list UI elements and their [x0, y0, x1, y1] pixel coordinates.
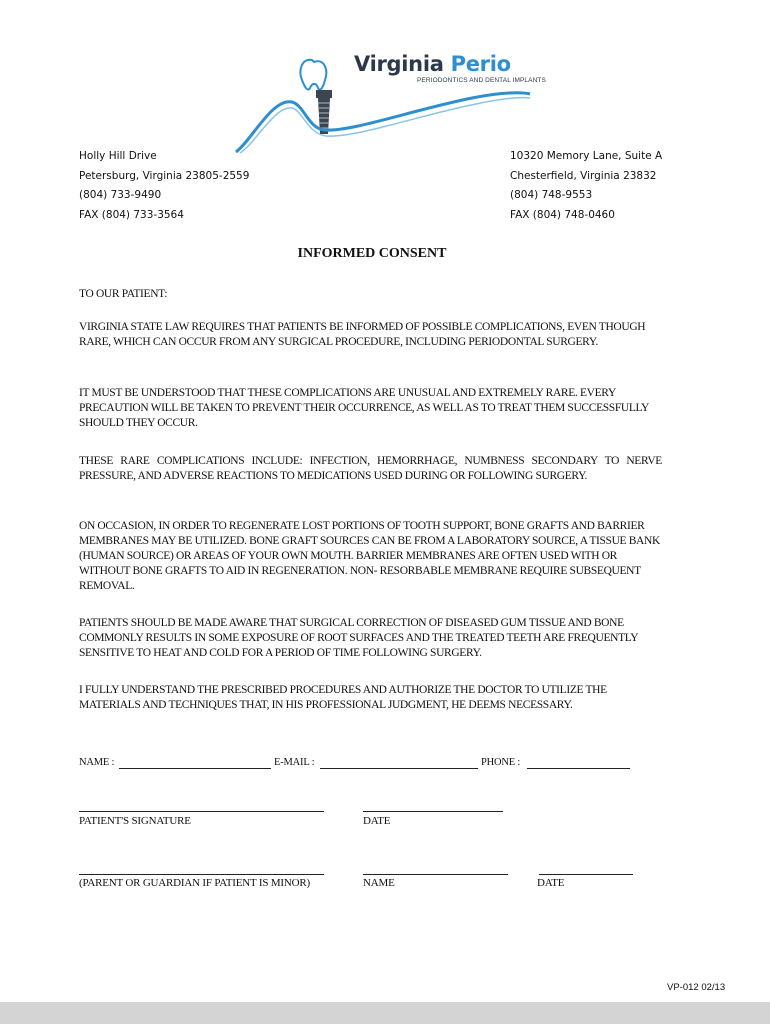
- fax-line: FAX (804) 748-0460: [510, 208, 615, 221]
- email-field[interactable]: [320, 768, 478, 769]
- brand-word-1: Virginia: [354, 52, 444, 76]
- address-line: 10320 Memory Lane, Suite A: [510, 150, 663, 162]
- phone-line: (804) 733-9490: [79, 189, 162, 201]
- paragraph-state-law: VIRGINIA STATE LAW REQUIRES THAT PATIENTS BE INFORMED OF POSSIBLE COMPLICATIONS, EVEN THOUGH RARE, WHICH CAN OCCUR FROM ANY SURGICAL PROCEDURE, INCLUDING PERIODONTAL SURGERY.: [79, 321, 646, 348]
- patient-signature-line[interactable]: [79, 811, 324, 812]
- address-line: Chesterfield, Virginia 23832: [510, 169, 657, 182]
- paragraph-authorization: I FULLY UNDERSTAND THE PRESCRIBED PROCEDURES AND AUTHORIZE THE DOCTOR TO UTILIZE THE MATERIALS AND TECHNIQUES THAT, IN HIS PROFESSIONAL JUDGMENT, HE DEEMS NECESSARY.: [79, 684, 607, 711]
- email-label: E-MAIL :: [274, 757, 315, 768]
- greeting: TO OUR PATIENT:: [79, 288, 168, 300]
- address-line: Holly Hill Drive: [79, 150, 157, 162]
- date-line-1[interactable]: [363, 811, 503, 812]
- guardian-signature-line[interactable]: [79, 874, 324, 875]
- paragraph-complications-rare: IT MUST BE UNDERSTOOD THAT THESE COMPLICATIONS ARE UNUSUAL AND EXTREMELY RARE. EVERY PRECAUTION WILL BE TAKEN TO PREVENT THEIR OCCURRENCE, AS WELL AS TO TREAT THEM SUCCESSFULLY SHOULD THEY OCCUR.: [79, 387, 649, 429]
- tooth-icon: [300, 60, 326, 90]
- guardian-name-line[interactable]: [363, 874, 508, 875]
- form-code: VP-012 02/13: [667, 982, 726, 993]
- name-label-2: NAME: [363, 877, 395, 889]
- right-office-address: [510, 147, 662, 225]
- name-field[interactable]: [119, 768, 271, 769]
- document-title: INFORMED CONSENT: [297, 246, 447, 261]
- address-line: Petersburg, Virginia 23805-2559: [79, 169, 250, 182]
- date-line-2[interactable]: [539, 874, 633, 875]
- patient-signature-label: PATIENT'S SIGNATURE: [79, 815, 191, 827]
- left-office-address: [79, 147, 249, 225]
- paragraph-complications-list: THESE RARE COMPLICATIONS INCLUDE: INFECTION, HEMORRHAGE, NUMBNESS SECONDARY TO NERVE PRESSURE, AND ADVERSE REACTIONS TO MEDICATIONS USED DURING OR FOLLOWING SURGERY.: [79, 455, 662, 482]
- brand-tagline: PERIODONTICS AND DENTAL IMPLANTS: [417, 77, 546, 84]
- viewer-bottom-bar: [0, 1002, 770, 1024]
- paragraph-bone-grafts: ON OCCASION, IN ORDER TO REGENERATE LOST PORTIONS OF TOOTH SUPPORT, BONE GRAFTS AND BARRIER MEMBRANES MAY BE UTILIZED. BONE GRAFT SOURCES CAN BE FROM A LABORATORY SOURCE, A TISSUE BANK (HUMAN SOURCE) OR AREAS OF YOUR OWN MOUTH. BARRIER MEMBRANES ARE OFTEN USED WITH OR WITHOUT BONE GRAFTS TO AID IN REGENERATION. NON- RESORBABLE MEMBRANE REQUIRE SUBSEQUENT REMOVAL.: [79, 520, 660, 592]
- name-label: NAME :: [79, 757, 115, 768]
- brand-name: [354, 52, 511, 76]
- date-label-1: DATE: [363, 815, 391, 827]
- phone-field[interactable]: [527, 768, 630, 769]
- guardian-label: (PARENT OR GUARDIAN IF PATIENT IS MINOR): [79, 877, 310, 889]
- brand-word-2: Perio: [450, 52, 511, 76]
- fax-line: FAX (804) 733-3564: [79, 208, 184, 221]
- phone-label: PHONE :: [481, 757, 521, 768]
- phone-line: (804) 748-9553: [510, 189, 593, 201]
- paragraph-root-exposure: PATIENTS SHOULD BE MADE AWARE THAT SURGICAL CORRECTION OF DISEASED GUM TISSUE AND BONE COMMONLY RESULTS IN SOME EXPOSURE OF ROOT SURFACES AND THE TREATED TEETH ARE FREQUENTLY SENSITIVE TO HEAT AND COLD FOR A PERIOD OF TIME FOLLOWING SURGERY.: [79, 617, 638, 659]
- date-label-2: DATE: [537, 877, 565, 889]
